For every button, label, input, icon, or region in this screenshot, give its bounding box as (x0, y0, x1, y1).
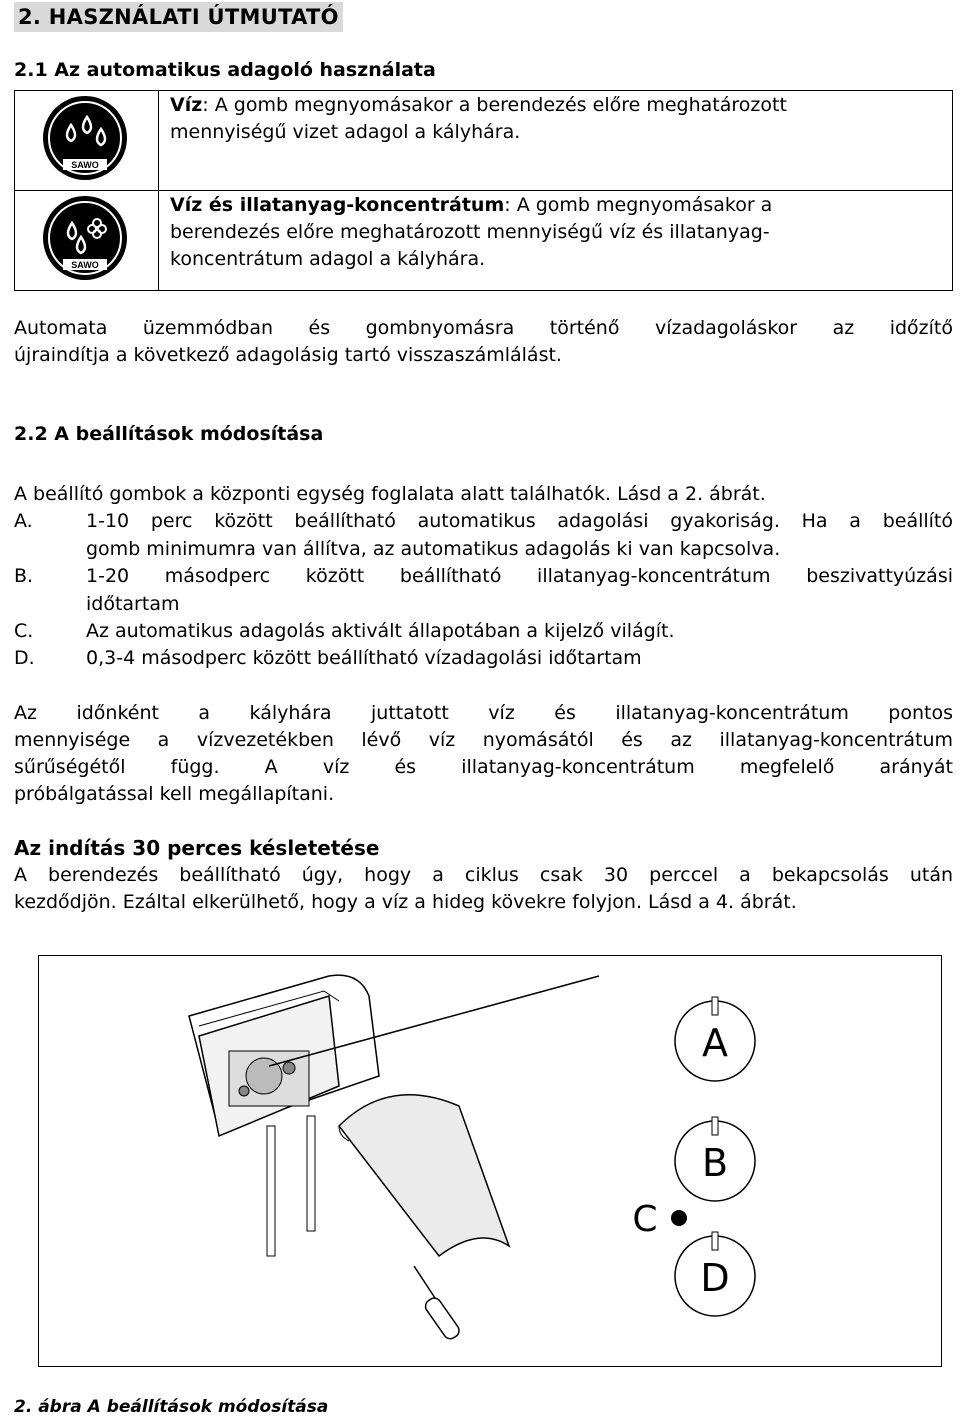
water-aroma-text-line1: : A gomb megnyomásakor a (504, 194, 773, 216)
list-item-b-line2: időtartam (86, 593, 180, 615)
water-text-line1: : A gomb megnyomásakor a berendezés előre meghatározott (202, 94, 787, 116)
list-item-letter: C. (14, 620, 34, 642)
water-text-line2: mennyiségű vizet adagol a kályhára. (170, 121, 521, 143)
subsection-title-settings: 2.2 A beállítások módosítása (14, 423, 324, 445)
indicator-light (671, 1210, 687, 1226)
subsection-title-usage: 2.1 Az automatikus adagoló használata (14, 59, 436, 81)
ratio-para-line4: próbálgatással kell megállapítani. (14, 783, 335, 805)
water-description (159, 91, 953, 191)
delay-para-line2: kezdődjön. Ezáltal elkerülhető, hogy a víz a hideg kövekre folyjon. Lásd a 4. ábrát. (14, 891, 797, 913)
water-aroma-icon (15, 191, 158, 286)
delay-title: Az indítás 30 perces késletetése (14, 836, 380, 860)
list-item-b-line1: 1-20 másodperc között beállítható illatanyag-koncentrátum beszivattyúzási (86, 565, 953, 587)
section-title: 2. HASZNÁLATI ÚTMUTATÓ (14, 2, 343, 32)
water-drops-icon (15, 91, 158, 186)
water-aroma-text-line2: berendezés előre meghatározott mennyiségű víz és illatanyag- (170, 221, 770, 243)
water-aroma-text-line3: koncentrátum adagol a kályhára. (170, 248, 486, 270)
water-aroma-description (159, 191, 953, 291)
knob-b-label: B (701, 1141, 729, 1185)
ratio-para-line3: sűrűségétől függ. A víz és illatanyag-koncentrátum megfelelő arányát (14, 756, 953, 778)
list-item-letter: B. (14, 565, 34, 587)
sawo-logo-text: SAWO (71, 160, 99, 170)
water-aroma-label: Víz és illatanyag-koncentrátum (170, 194, 505, 216)
knob-d-label: D (700, 1256, 730, 1300)
settings-figure (38, 955, 942, 1367)
figure-caption: 2. ábra A beállítások módosítása (14, 1397, 329, 1417)
button-icon-table (14, 90, 953, 291)
sawo-logo-text: SAWO (71, 260, 99, 270)
list-item-d-line1: 0,3-4 másodperc között beállítható vízadagolási időtartam (86, 647, 642, 669)
list-item-c-line1: Az automatikus adagolás aktivált állapotában a kijelző világít. (86, 620, 675, 642)
water-label: Víz (170, 94, 203, 116)
indicator-c-label: C (632, 1199, 658, 1240)
settings-intro: A beállító gombok a központi egység foglalata alatt találhatók. Lásd a 2. ábrát. (14, 483, 766, 505)
ratio-para-line2: mennyisége a vízvezetékben lévő víz nyomásától és az illatanyag-koncentrátum (14, 729, 953, 751)
list-item-letter: D. (14, 647, 35, 669)
water-aroma-button-icon-cell (15, 191, 159, 291)
control-unit-illustration (39, 956, 941, 1366)
list-item-a-line2: gomb minimumra van állítva, az automatikus adagolás ki van kapcsolva. (86, 538, 781, 560)
delay-para-line1: A berendezés beállítható úgy, hogy a ciklus csak 30 perccel a bekapcsolás után (14, 864, 953, 886)
knob-a-label: A (702, 1021, 728, 1065)
auto-mode-line2: újraindítja a következő adagolásig tartó visszaszámlálást. (14, 344, 562, 366)
auto-mode-line1: Automata üzemmódban és gombnyomásra történő vízadagoláskor az időzítő (14, 317, 953, 339)
list-item-a-line1: 1-10 perc között beállítható automatikus adagolási gyakoriság. Ha a beállító (86, 510, 953, 532)
ratio-para-line1: Az időnként a kályhára juttatott víz és illatanyag-koncentrátum pontos (14, 702, 953, 724)
list-item-letter: A. (14, 510, 33, 532)
water-button-icon-cell (15, 91, 159, 191)
